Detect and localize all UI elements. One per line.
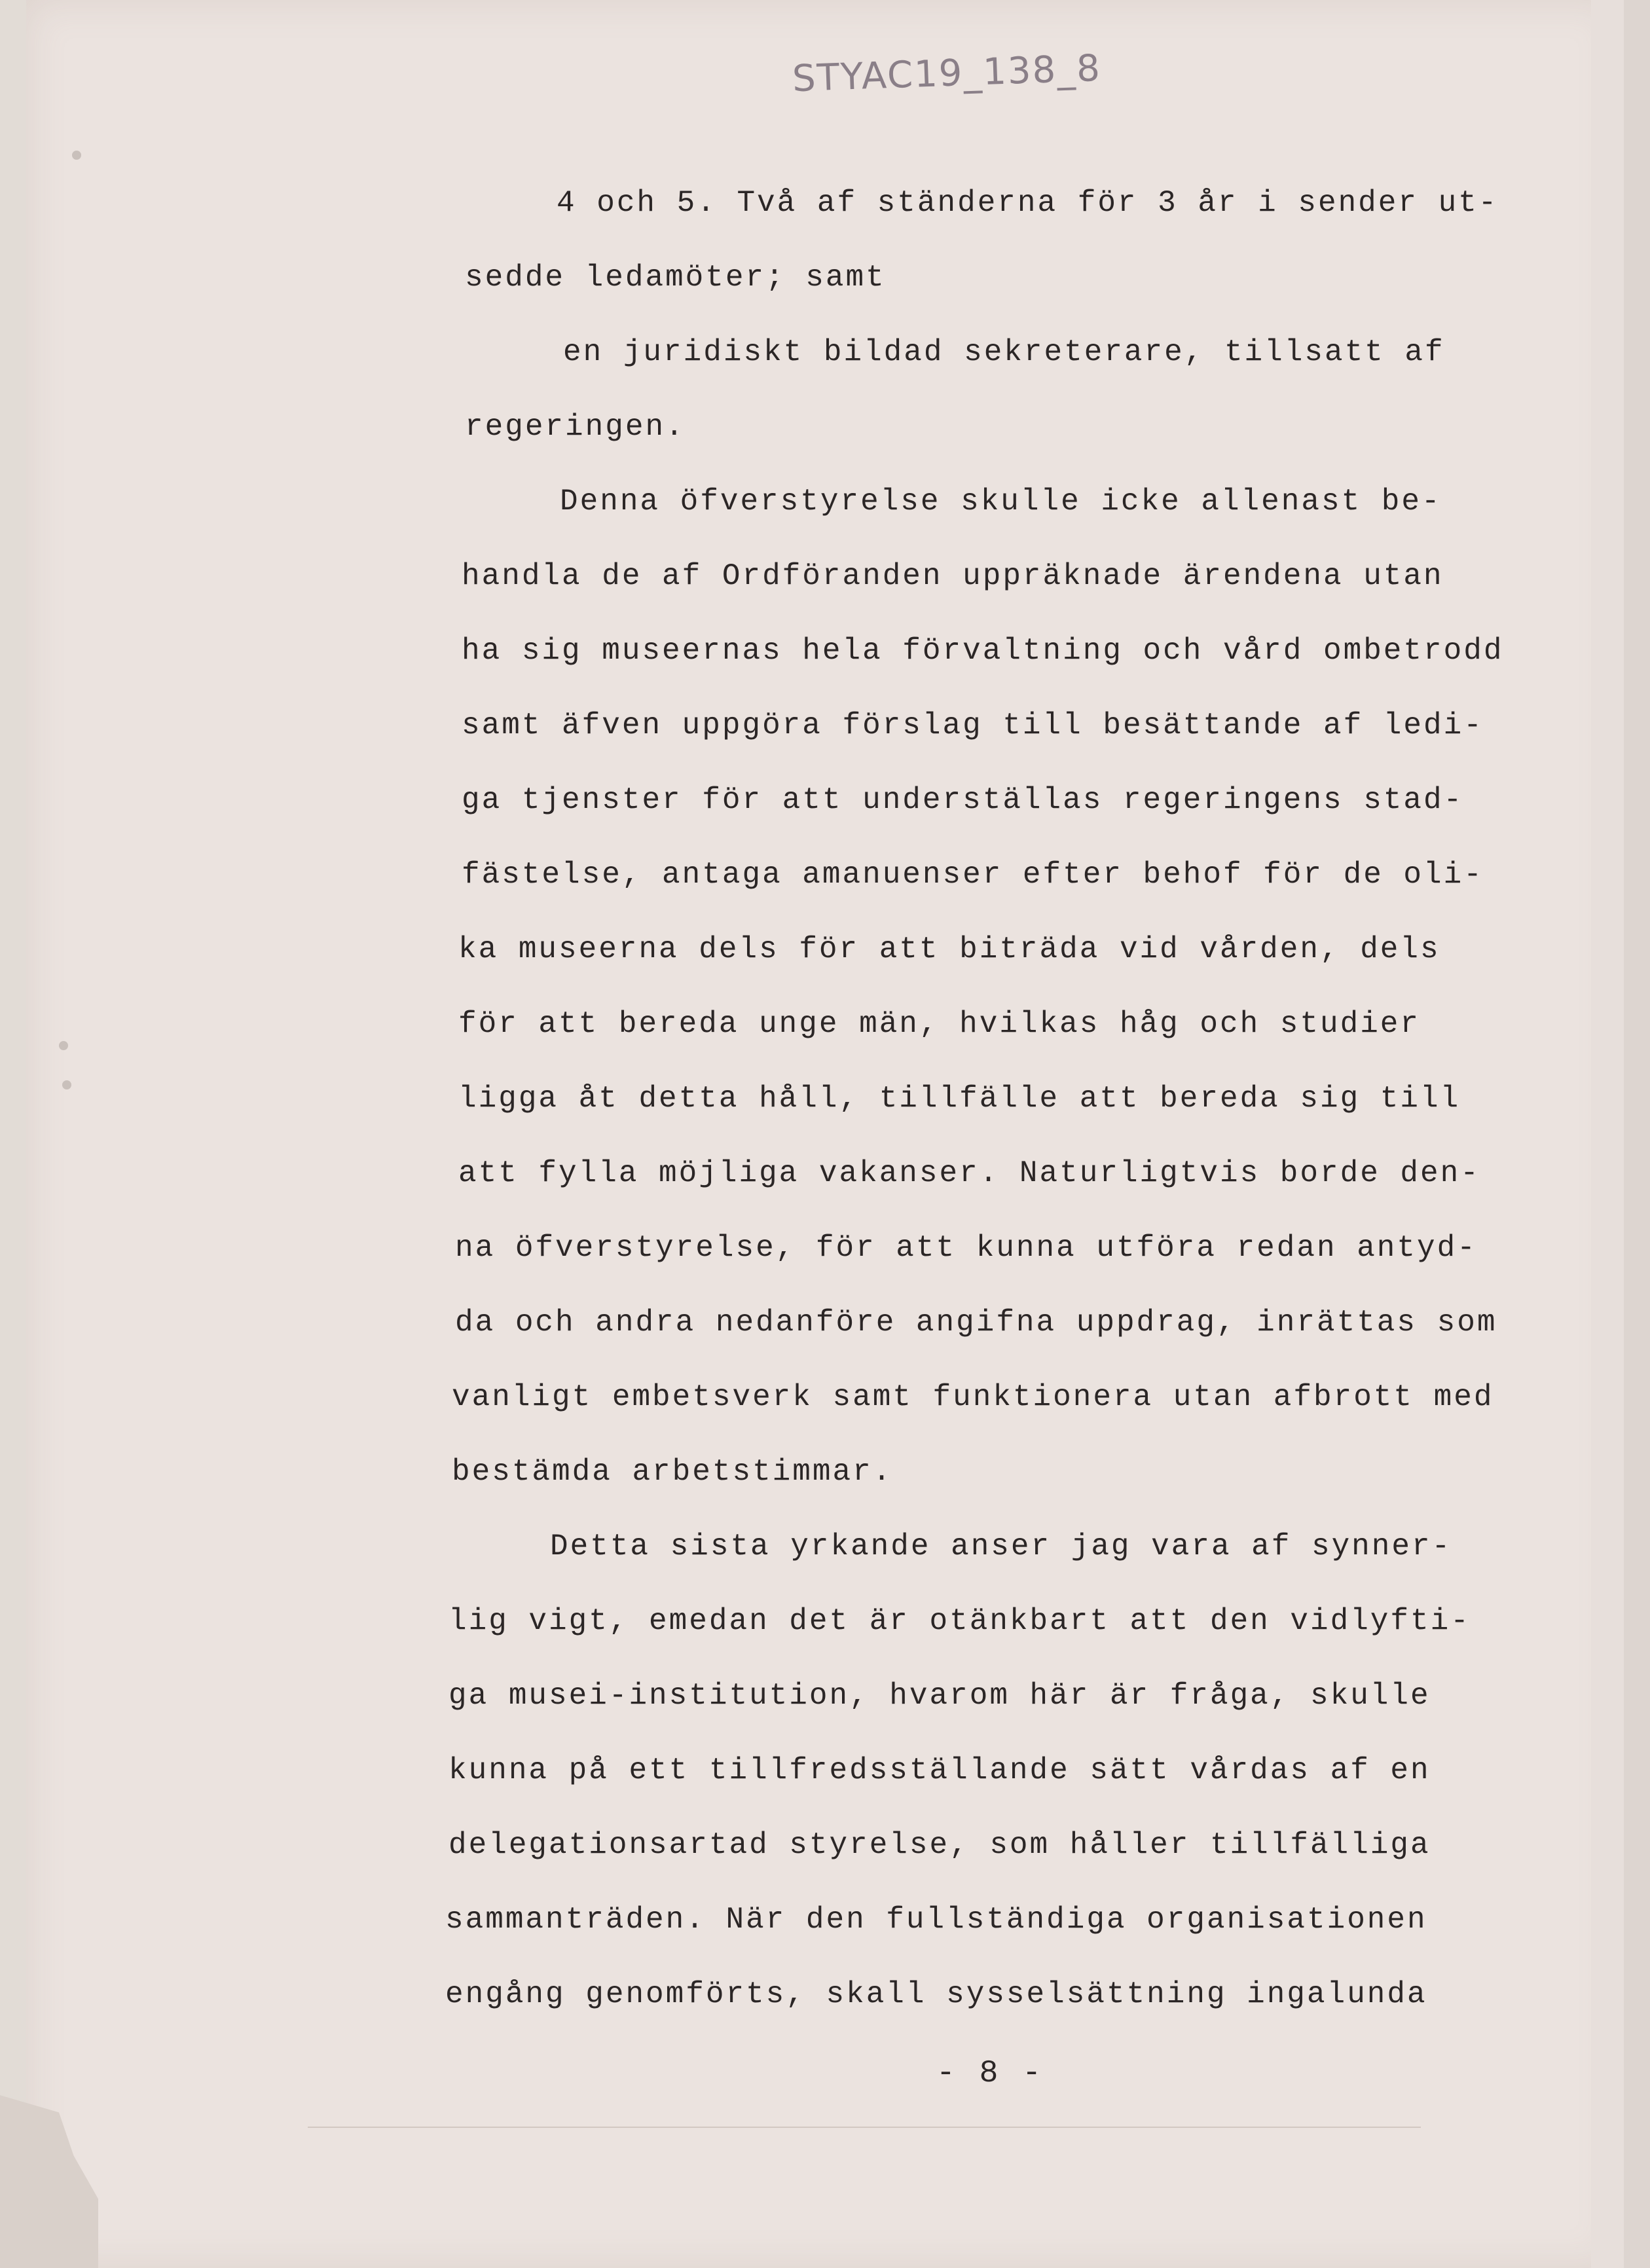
- text-line: fästelse, antaga amanuenser efter behof för de oli-: [462, 858, 1484, 892]
- text-line: da och andra nedanföre angifna uppdrag, inrättas som: [455, 1306, 1497, 1340]
- text-line: Denna öfverstyrelse skulle icke allenast be-: [560, 485, 1442, 519]
- text-line: kunna på ett tillfredsställande sätt vårdas af en: [449, 1753, 1431, 1787]
- text-line: bestämda arbetstimmar.: [452, 1455, 893, 1489]
- text-line: ka museerna dels för att biträda vid vården, dels: [458, 932, 1440, 966]
- text-line: na öfverstyrelse, för att kunna utföra redan antyd-: [455, 1231, 1477, 1265]
- text-line: lig vigt, emedan det är otänkbart att den vidlyfti-: [449, 1604, 1471, 1638]
- text-line: att fylla möjliga vakanser. Naturligtvis borde den-: [458, 1156, 1480, 1190]
- hole-mark: [59, 1041, 68, 1050]
- text-line: för att bereda unge män, hvilkas håg och studier: [458, 1007, 1421, 1041]
- text-line: Detta sista yrkande anser jag vara af synner-: [550, 1529, 1452, 1564]
- text-line: ligga åt detta håll, tillfälle att bereda sig till: [458, 1082, 1461, 1116]
- text-line: en juridiskt bildad sekreterare, tillsatt af: [563, 335, 1445, 369]
- text-line: handla de af Ordföranden uppräknade ärendena utan: [462, 559, 1444, 593]
- text-line: regeringen.: [465, 410, 686, 444]
- hole-mark: [72, 151, 81, 160]
- text-line: 4 och 5. Två af ständerna för 3 år i sender ut-: [557, 186, 1499, 220]
- text-line: sedde ledamöter; samt: [465, 261, 886, 295]
- text-line: ga musei-institution, hvarom här är fråga, skulle: [449, 1679, 1431, 1713]
- text-line: sammanträden. När den fullständiga organisationen: [445, 1903, 1427, 1937]
- text-line: samt äfven uppgöra förslag till besättande af ledi-: [462, 708, 1484, 742]
- footer-rule: [308, 2127, 1421, 2128]
- text-line: vanligt embetsverk samt funktionera utan afbrott med: [452, 1380, 1494, 1414]
- page-edge: [1591, 0, 1624, 2268]
- text-line: ga tjenster för att underställas regeringens stad-: [462, 783, 1464, 817]
- page-shadow: [1624, 0, 1650, 2268]
- hole-mark: [62, 1080, 71, 1089]
- text-line: ha sig museernas hela förvaltning och vård ombetrodd: [462, 634, 1504, 668]
- text-line: engång genomförts, skall sysselsättning ingalunda: [445, 1977, 1427, 2011]
- archive-reference-code: STYAC19_138_8: [792, 46, 1102, 101]
- page-number: - 8 -: [936, 2056, 1044, 2091]
- text-line: delegationsartad styrelse, som håller tillfälliga: [449, 1828, 1431, 1862]
